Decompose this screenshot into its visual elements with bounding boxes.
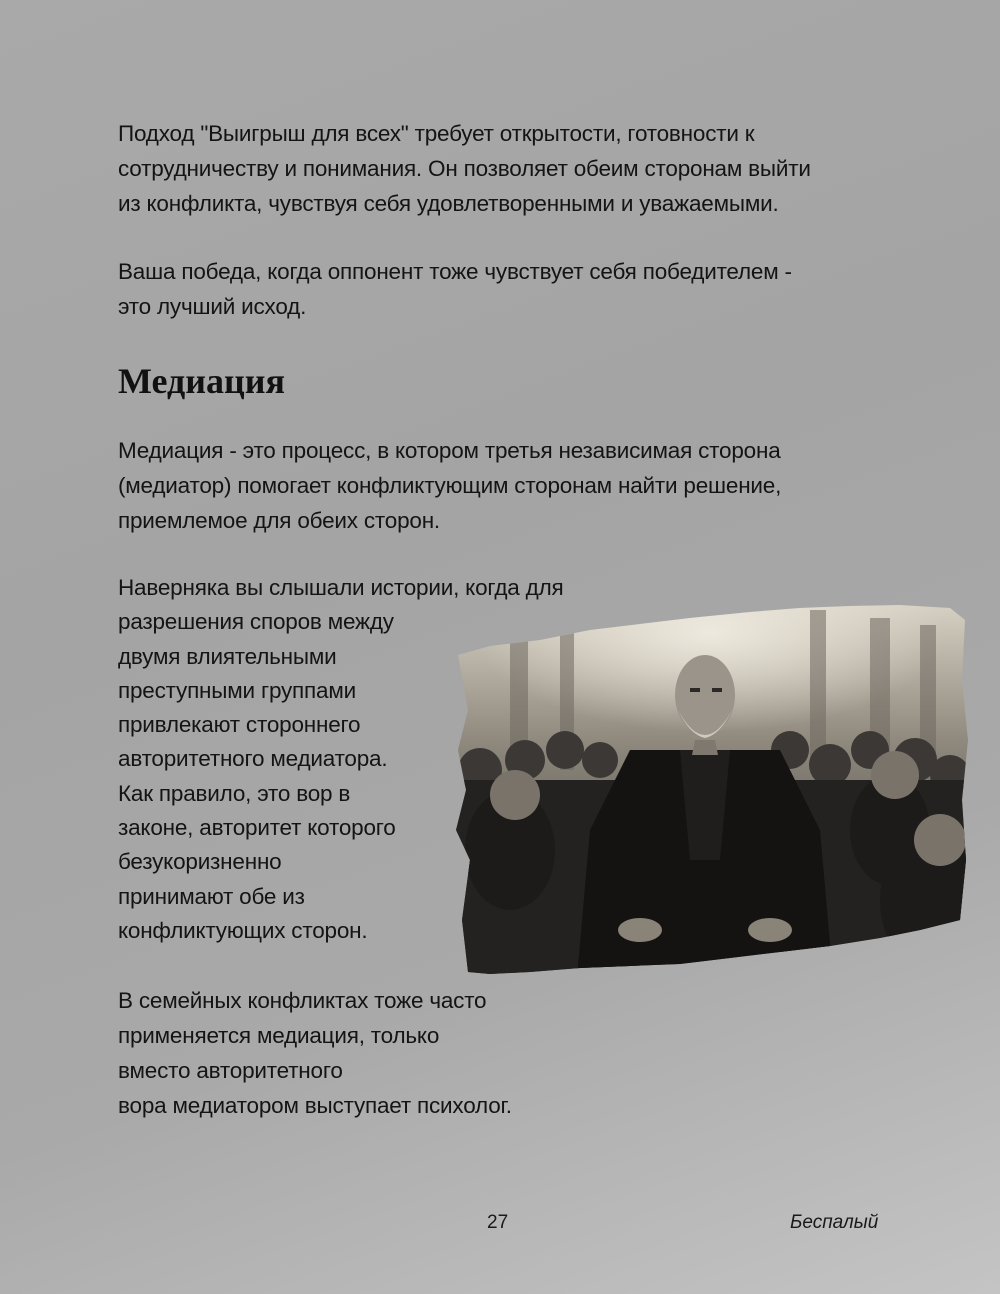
page-number: 27 xyxy=(487,1212,509,1233)
section-heading: Медиация xyxy=(118,361,285,401)
paragraph-family-mediation: В семейных конфликтах тоже часто применяется медиация, только вместо авторитетного вора медиатором выступает психолог. xyxy=(118,988,512,1118)
paragraph-victory: Ваша победа, когда оппонент тоже чувствует себя победителем - это лучший исход. xyxy=(118,259,792,319)
paragraph-criminal-mediator: Наверняка вы слышали истории, когда для разрешения споров между двумя влиятельными преступными группами привлекают стороннего авторитетного медиатора. Как правило, это вор в законе, авторитет которого безукоризненно принимают обе из конфликтующих сторон. xyxy=(118,575,564,943)
author-name: Беспалый xyxy=(790,1212,879,1233)
paragraph-mediation-definition: Медиация - это процесс, в котором третья независимая сторона (медиатор) помогает конфликтующим сторонам найти решение, приемлемое для обеих сторон. xyxy=(118,438,782,533)
mediator-illustration xyxy=(450,600,970,1000)
paragraph-win-win: Подход "Выигрыш для всех" требует открытости, готовности к сотрудничеству и понимания. Он позволяет обеим сторонам выйти из конфликта, чувствуя себя удовлетворенными и уважаемыми. xyxy=(118,121,811,216)
